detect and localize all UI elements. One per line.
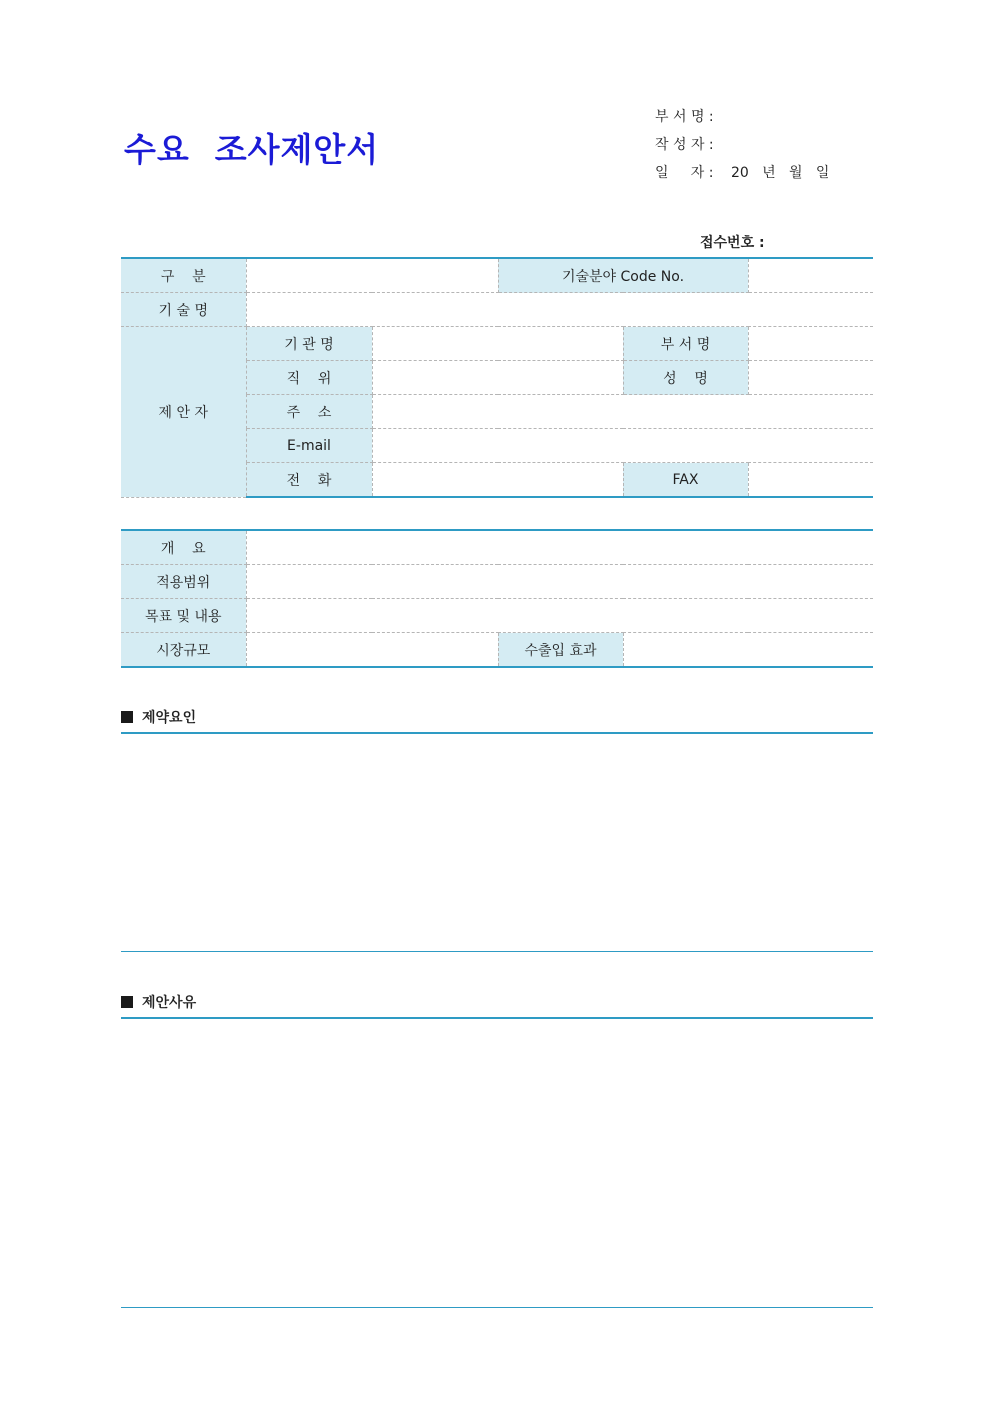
meta-date-value[interactable]: 20 년 월 일 [731,165,830,181]
reason-title: 제안사유 [142,995,197,1011]
name-field[interactable] [748,361,873,395]
overview-field[interactable] [246,530,873,565]
reason-top-rule [121,1017,873,1019]
meta-date-row [655,159,829,187]
proposal-detail-table [121,529,873,668]
organization-field[interactable] [372,327,623,361]
market-field[interactable] [246,633,498,668]
organization-row [121,327,873,361]
document-title: 수요 조사제안서 [124,130,380,169]
position-label: 직 위 [246,361,372,395]
department-field[interactable] [748,327,873,361]
category-field[interactable] [246,258,498,293]
scope-field[interactable] [246,565,873,599]
meta-author-label: 작 성 자 : [655,137,714,153]
constraints-top-rule [121,732,873,734]
square-bullet-icon [121,711,133,723]
goal-field[interactable] [246,599,873,633]
organization-label: 기 관 명 [246,327,372,361]
scope-row [121,565,873,599]
category-label: 구 분 [121,258,246,293]
trade-effect-label: 수출입 효과 [498,633,623,668]
phone-field[interactable] [372,463,623,498]
market-row [121,633,873,668]
square-bullet-icon [121,996,133,1008]
constraints-title: 제약요인 [142,710,197,726]
document-meta [655,103,829,187]
market-label: 시장규모 [121,633,246,668]
meta-date-label: 일 자 : [655,165,714,181]
overview-row [121,530,873,565]
constraints-body[interactable] [121,740,873,945]
meta-department-row [655,103,829,131]
scope-label: 적용범위 [121,565,246,599]
goal-row [121,599,873,633]
reason-body[interactable] [121,1025,873,1300]
trade-effect-field[interactable] [623,633,873,668]
meta-author-row [655,131,829,159]
phone-label: 전 화 [246,463,372,498]
address-label: 주 소 [246,395,372,429]
goal-label: 목표 및 내용 [121,599,246,633]
email-label: E-mail [246,429,372,463]
position-field[interactable] [372,361,623,395]
department-label: 부 서 명 [623,327,748,361]
tech-name-label: 기 술 명 [121,293,246,327]
fax-label: FAX [623,463,748,498]
category-row [121,258,873,293]
fax-field[interactable] [748,463,873,498]
reason-heading [121,992,196,1012]
proposer-label: 제 안 자 [121,327,246,498]
tech-code-field[interactable] [748,258,873,293]
receipt-number-label: 접수번호 : [700,235,765,251]
name-label: 성 명 [623,361,748,395]
overview-label: 개 요 [121,530,246,565]
proposal-info-table [121,257,873,498]
email-field[interactable] [372,429,873,463]
tech-name-row [121,293,873,327]
constraints-bottom-rule [121,951,873,952]
meta-department-label: 부 서 명 : [655,109,714,125]
address-field[interactable] [372,395,873,429]
constraints-heading [121,707,196,727]
tech-name-field[interactable] [246,293,873,327]
tech-code-label: 기술분야 Code No. [498,258,748,293]
reason-bottom-rule [121,1307,873,1308]
